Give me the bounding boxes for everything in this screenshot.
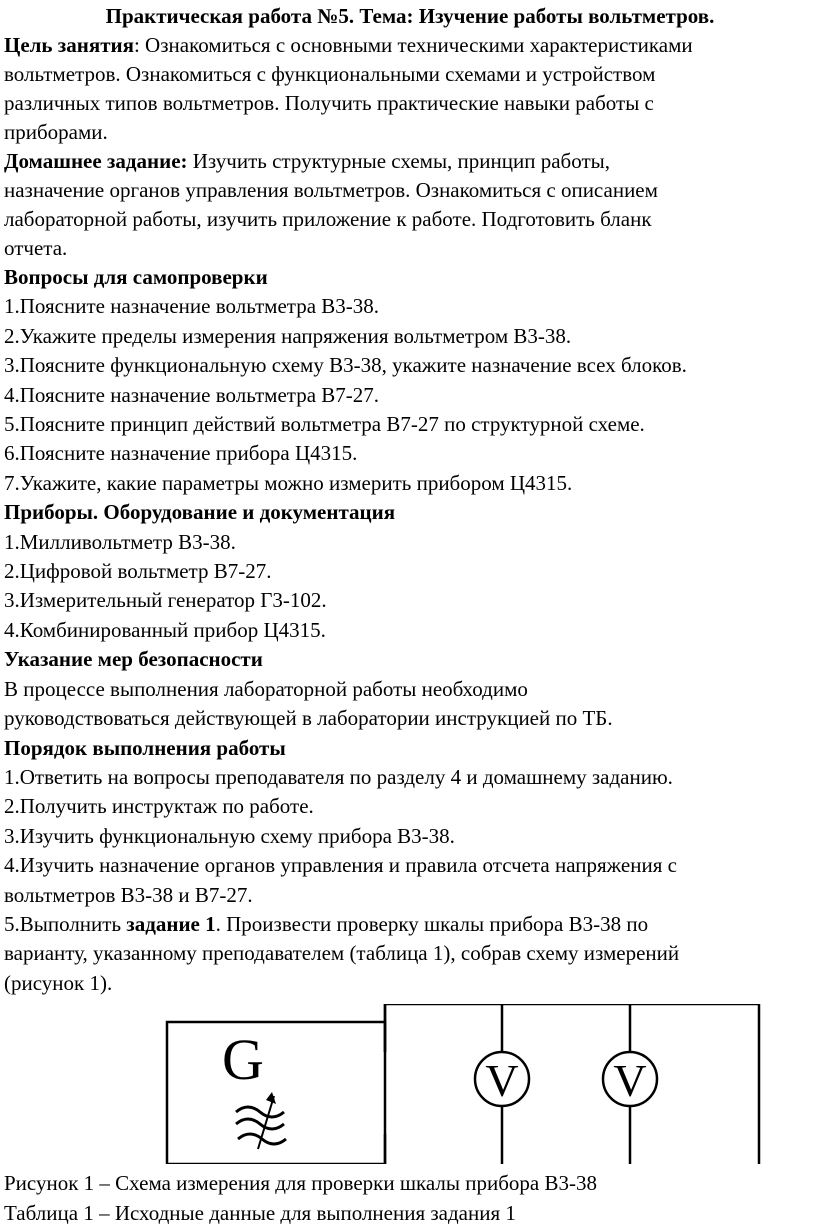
list-item: 3.Измерительный генератор Г3-102. [4, 588, 327, 613]
safety-text: В процессе выполнения лабораторной работы необходимо [4, 676, 528, 701]
homework-paragraph [4, 147, 816, 263]
circuit-wires [385, 1004, 759, 1164]
table-caption: Таблица 1 – Исходные данные для выполнения задания 1 [4, 1201, 516, 1226]
goal-text: : Ознакомиться с основными техническими характеристиками [133, 33, 693, 57]
tuning-symbol [236, 1092, 286, 1149]
list-item: вольтметров В3-38 и В7-27. [4, 882, 253, 907]
list-item: 4.Изучить назначение органов управления и правила отсчета напряжения с [4, 853, 677, 878]
list-item: 1.Милливольтметр В3-38. [4, 529, 236, 554]
list-item: 1.Ответить на вопросы преподавателя по разделу 4 и домашнему заданию. [4, 764, 673, 789]
item5-text: . Произвести проверку шкалы прибора В3-38 по [215, 911, 649, 936]
list-item: 7.Укажите, какие параметры можно измерить прибором Ц4315. [4, 470, 573, 495]
goal-text: приборами. [4, 120, 108, 144]
page-title: Практическая работа №5. Тема: Изучение работы вольтметров. [105, 4, 715, 28]
circuit-diagram [4, 1004, 816, 1164]
item5-prefix: 5.Выполнить [4, 911, 127, 936]
homework-text: лабораторной работы, изучить приложение к работе. Подготовить бланк [4, 207, 652, 231]
list-item: (рисунок 1). [4, 970, 113, 995]
list-item: 3.Поясните функциональную схему В3-38, укажите назначение всех блоков. [4, 353, 687, 378]
list-item: 2.Цифровой вольтметр В7-27. [4, 559, 272, 584]
questions-section [4, 263, 816, 498]
list-item [4, 910, 816, 939]
homework-text: назначение органов управления вольтметров. Ознакомиться с описанием [4, 178, 658, 202]
generator-label: G [222, 1027, 264, 1093]
list-item: 6.Поясните назначение прибора Ц4315. [4, 441, 358, 466]
list-item: 3.Изучить функциональную схему прибора В3-38. [4, 823, 455, 848]
list-item: 4.Комбинированный прибор Ц4315. [4, 617, 326, 642]
goal-label: Цель занятия [4, 33, 134, 57]
list-item: 2.Укажите пределы измерения напряжения вольтметром В3-38. [4, 323, 572, 348]
safety-section [4, 645, 816, 733]
goal-text: различных типов вольтметров. Получить практические навыки работы с [4, 91, 654, 115]
homework-text: Изучить структурные схемы, принцип работы, [187, 149, 610, 173]
list-item: варианту, указанному преподавателем (таблица 1), собрав схему измерений [4, 941, 680, 966]
safety-heading: Указание мер безопасности [4, 647, 263, 672]
list-item: 2.Получить инструктаж по работе. [4, 794, 314, 819]
circuit-svg [4, 1004, 816, 1164]
homework-label: Домашнее задание: [4, 149, 188, 173]
safety-text: руководствоваться действующей в лаборатории инструкцией по ТБ. [4, 706, 613, 731]
questions-heading: Вопросы для самопроверки [4, 265, 268, 289]
figure-caption: Рисунок 1 – Схема измерения для проверки шкалы прибора В3-38 [4, 1171, 597, 1196]
procedure-heading: Порядок выполнения работы [4, 735, 286, 760]
voltmeter-2-label: V [613, 1055, 647, 1107]
equipment-section [4, 498, 816, 645]
goal-paragraph [4, 31, 816, 147]
list-item: 1.Поясните назначение вольтметра В3-38. [4, 294, 380, 319]
homework-text: отчета. [4, 236, 68, 260]
equipment-heading: Приборы. Оборудование и документация [4, 500, 396, 525]
procedure-section [4, 734, 816, 999]
list-item: 5.Поясните принцип действий вольтметра В7-27 по структурной схеме. [4, 412, 645, 437]
goal-text: вольтметров. Ознакомиться с функциональными схемами и устройством [4, 62, 656, 86]
item5-task: задание 1 [126, 911, 216, 936]
list-item: 4.Поясните назначение вольтметра В7-27. [4, 382, 380, 407]
voltmeter-1-label: V [485, 1055, 519, 1107]
